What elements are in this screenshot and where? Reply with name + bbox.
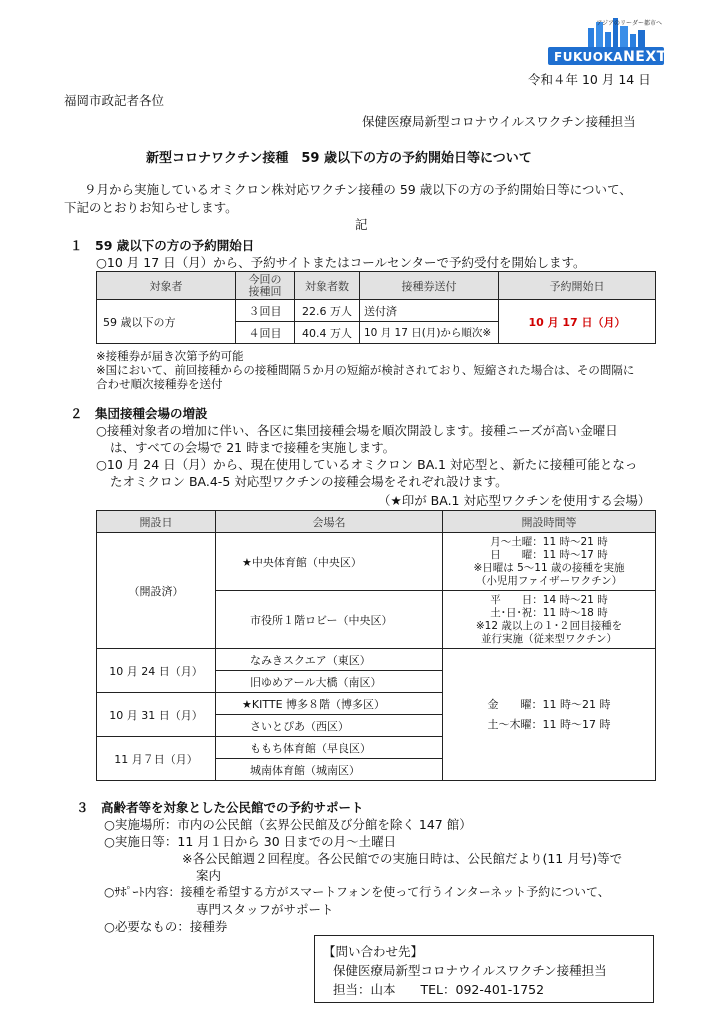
- section3-line: ○必要なもの：接種券: [104, 919, 228, 934]
- count-cell: 40.4 万人: [295, 322, 360, 344]
- venue-cell: ★中央体育館（中央区）: [216, 533, 443, 591]
- hours-line: 月～土曜：11 時～21 時: [490, 535, 608, 548]
- section2-para-3: ○10 月 24 日（月）から、現在使用しているオミクロン BA.1 対応型と、新たに接種可能となっ: [96, 457, 638, 472]
- section2-para-1: ○接種対象者の増加に伴い、各区に集団接種会場を順次開設します。接種ニーズが高い金曜日: [96, 423, 618, 438]
- sender: 保健医療局新型コロナウイルスワクチン接種担当: [362, 114, 636, 129]
- hours-cell: [443, 533, 656, 591]
- section2-para-2: は、すべての会場で 21 時まで接種を実施します。: [110, 440, 396, 455]
- logo-text: [554, 49, 667, 65]
- document-date: 令和４年 10 月 14 日: [528, 72, 651, 87]
- open-date-cell: 10 月 24 日（月）: [97, 649, 216, 693]
- voucher-cell: 送付済: [360, 300, 499, 322]
- col-count: 対象者数: [295, 272, 360, 300]
- section1-note-2: ※国において、前回接種からの接種間隔５か月の短縮が検討されており、短縮された場合は、その間隔に: [96, 363, 635, 377]
- hours-line: 平 日：14 時～21 時: [490, 593, 608, 606]
- ki-mark: 記: [355, 217, 368, 232]
- venue-cell: 市役所１階ロビー（中央区）: [216, 591, 443, 649]
- page-title: 新型コロナワクチン接種 59 歳以下の方の予約開始日等について: [146, 151, 532, 166]
- contact-person: 担当：山本 TEL：092-401-1752: [333, 982, 545, 997]
- logo-text-next: NEXT: [623, 49, 667, 65]
- intro-line-2: 下記のとおりお知らせします。: [64, 200, 238, 215]
- reservation-table: [96, 271, 656, 344]
- section2-heading: ２ 集団接種会場の増設: [70, 406, 208, 421]
- section3-line: ※各公民館週２回程度。各公民館での実施日時は、公民館だより(11 月号)等で: [182, 851, 623, 866]
- section3-line: ○実施場所：市内の公民館（玄界公民館及び分館を除く 147 館）: [104, 817, 472, 832]
- hours-line: ※12 歳以上の１･２回目接種を: [475, 619, 623, 632]
- col-voucher: 接種券送付: [360, 272, 499, 300]
- col-venue: 会場名: [216, 511, 443, 533]
- open-date-cell: 10 月 31 日（月）: [97, 693, 216, 737]
- opened-label-cell: （開設済）: [97, 533, 216, 649]
- venue-cell: 旧ゆめアール大橋（南区）: [216, 671, 443, 693]
- contact-dept: 保健医療局新型コロナウイルスワクチン接種担当: [333, 963, 607, 978]
- hours-line: 日 曜：11 時～17 時: [490, 548, 608, 561]
- hours-line: 土～木曜：11 時～17 時: [487, 717, 611, 731]
- voucher-cell: 10 月 17 日(月)から順次※: [360, 322, 499, 344]
- venue-table: [96, 510, 656, 781]
- open-date-cell: 11 月７日（月）: [97, 737, 216, 781]
- section3-line: 案内: [196, 868, 222, 883]
- venue-cell: なみきスクエア（東区）: [216, 649, 443, 671]
- section1-note-3: 合わせ順次接種券を送付: [96, 377, 223, 391]
- hours-line: ※日曜は 5～11 歳の接種を実施: [473, 561, 625, 574]
- section3-heading: ３ 高齢者等を対象とした公民館での予約サポート: [76, 800, 364, 815]
- contact-heading: 【問い合わせ先】: [323, 944, 424, 959]
- section1-heading: １ 59 歳以下の方の予約開始日: [70, 238, 255, 253]
- section2-note: （★印が BA.1 対応型ワクチンを使用する会場）: [378, 493, 651, 508]
- intro-line-1: ９月から実施しているオミクロン株対応ワクチン接種の 59 歳以下の方の予約開始日等について、: [84, 182, 632, 197]
- col-dose: 今回の 接種回: [236, 272, 295, 300]
- contact-box: [314, 935, 654, 1003]
- logo-text-main: FUKUOKA: [554, 50, 624, 64]
- venue-cell: ★KITTE 博多８階（博多区）: [216, 693, 443, 715]
- section3-line: ○ｻﾎﾟｰﾄ内容：接種を希望する方がスマートフォンを使って行うインターネット予約について、: [104, 885, 610, 899]
- start-date-cell: 10 月 17 日（月）: [499, 300, 656, 344]
- col-hours: 開設時間等: [443, 511, 656, 533]
- recipient: 福岡市政記者各位: [64, 93, 165, 108]
- section3-line: 専門スタッフがサポート: [196, 902, 334, 917]
- hours-cell: [443, 591, 656, 649]
- count-cell: 22.6 万人: [295, 300, 360, 322]
- new-venue-hours-cell: [443, 649, 656, 781]
- hours-line: 土･日･祝：11 時～18 時: [490, 606, 608, 619]
- dose-cell: ３回目: [236, 300, 295, 322]
- section3-line: ○実施日等：11 月１日から 30 日までの月～土曜日: [104, 834, 397, 849]
- fukuoka-next-logo: [548, 14, 666, 70]
- logo-tagline: アジアのリーダー都市へ: [596, 20, 662, 27]
- venue-cell: ももち体育館（早良区）: [216, 737, 443, 759]
- hours-line: 並行実施（従来型ワクチン）: [481, 632, 617, 645]
- venue-cell: 城南体育館（城南区）: [216, 759, 443, 781]
- venue-cell: さいとぴあ（西区）: [216, 715, 443, 737]
- section1-lead: ○10 月 17 日（月）から、予約サイトまたはコールセンターで予約受付を開始します。: [96, 255, 586, 270]
- dose-cell: ４回目: [236, 322, 295, 344]
- section2-para-4: たオミクロン BA.4-5 対応型ワクチンの接種会場をそれぞれ設けます。: [110, 474, 508, 489]
- col-target: 対象者: [97, 272, 236, 300]
- col-start: 予約開始日: [499, 272, 656, 300]
- col-open-date: 開設日: [97, 511, 216, 533]
- target-cell: 59 歳以下の方: [97, 300, 236, 344]
- section1-note-1: ※接種券が届き次第予約可能: [96, 349, 244, 363]
- hours-line: （小児用ファイザーワクチン）: [475, 574, 623, 587]
- hours-line: 金 曜：11 時～21 時: [487, 697, 611, 711]
